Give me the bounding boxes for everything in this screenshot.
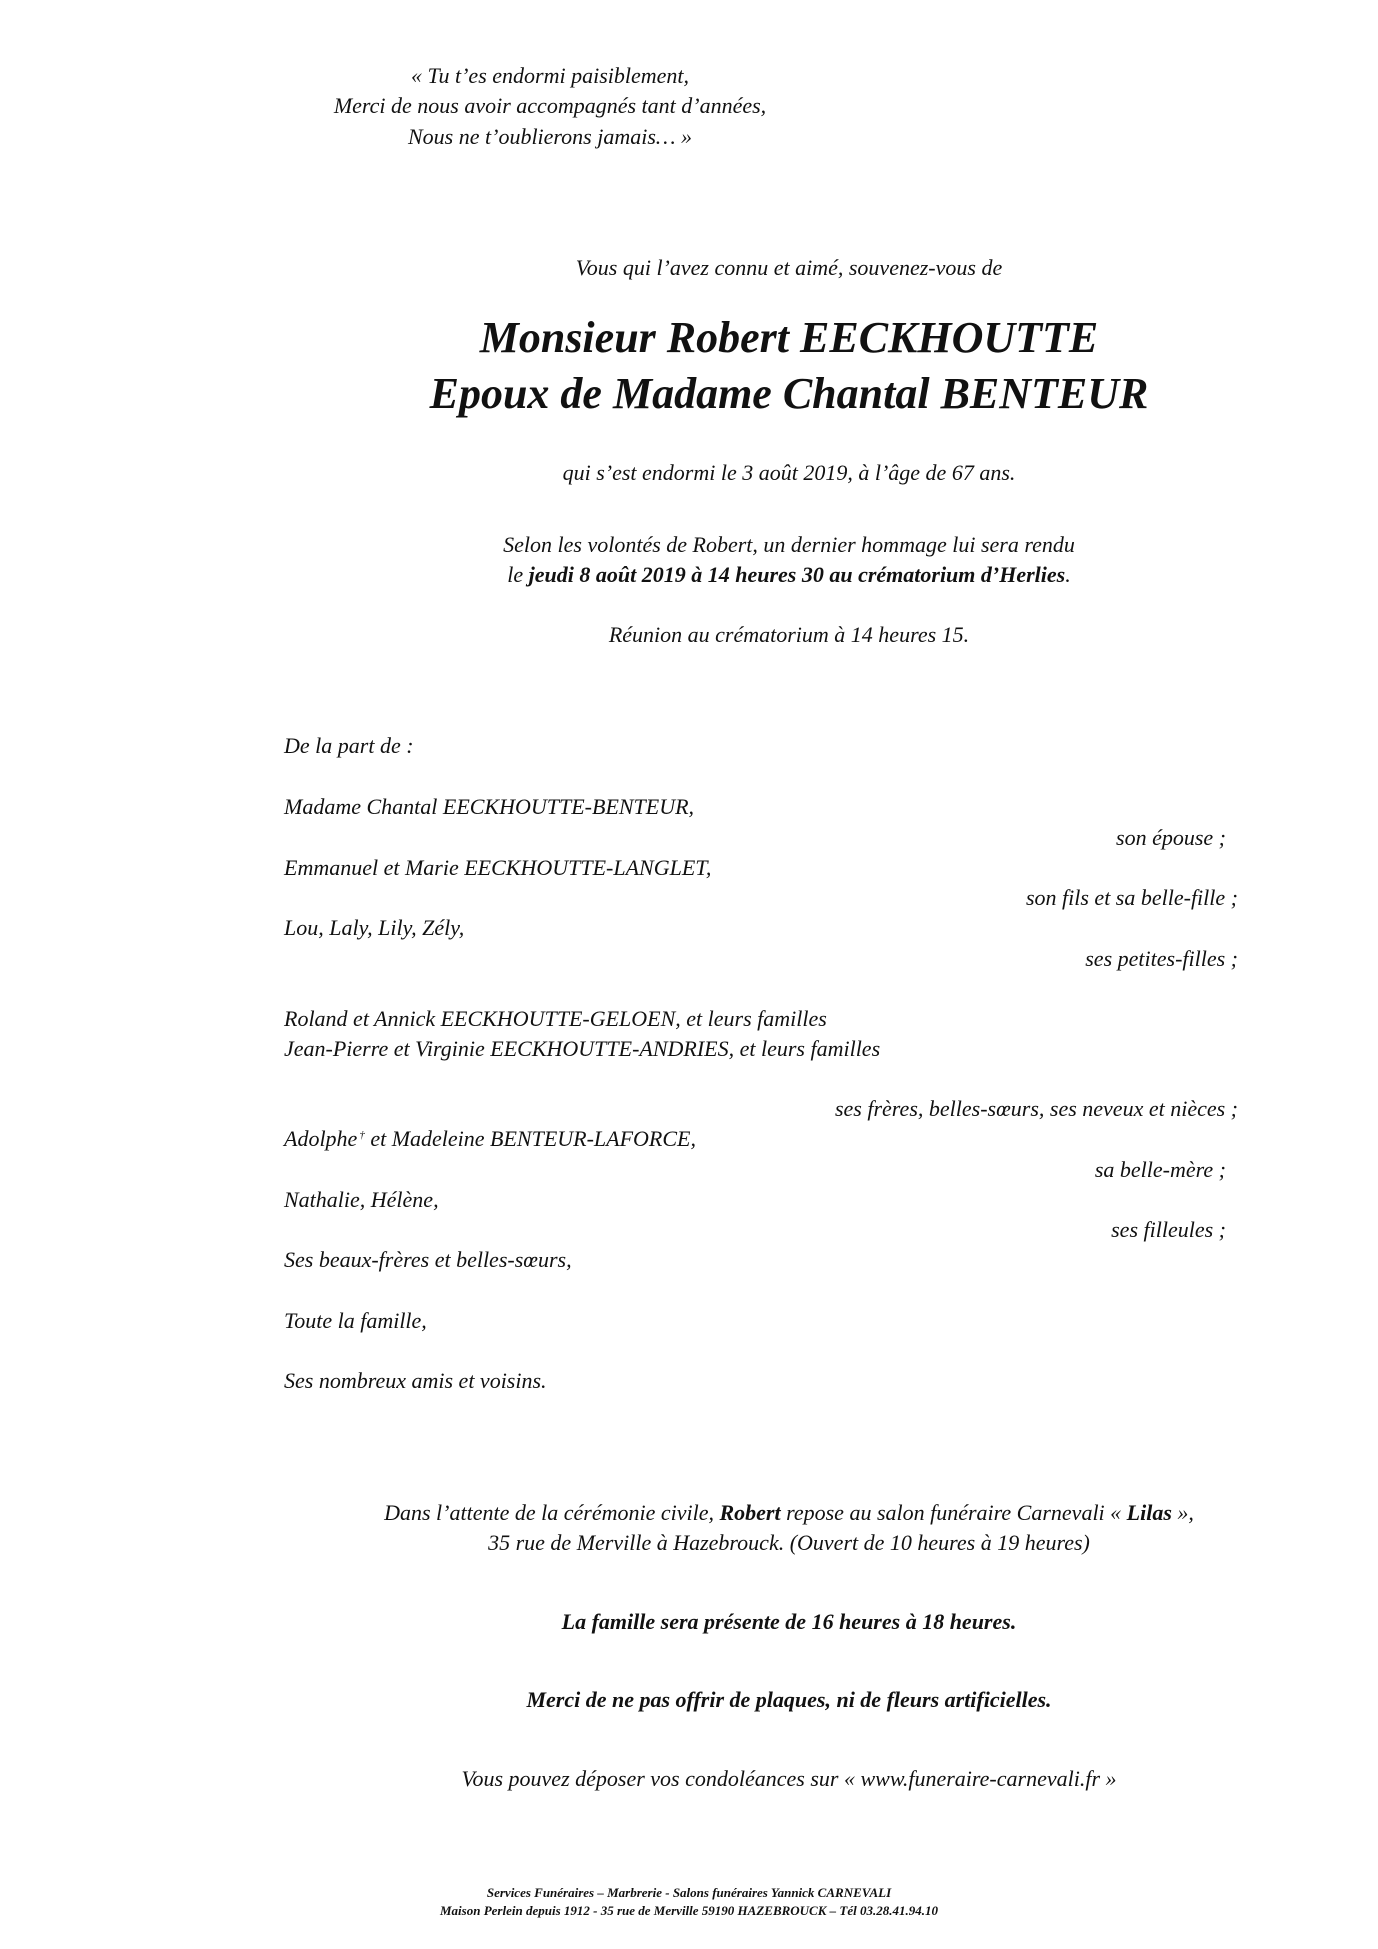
deceased-mark: †: [359, 1128, 365, 1141]
deceased-name: Monsieur Robert EECKHOUTTE: [479, 313, 1099, 362]
footer-line-2: Maison Perlein depuis 1912 - 35 rue de Merville 59190 HAZEBROUCK – Tél 03.28.41.94.10: [440, 1903, 938, 1918]
intro-text: Vous qui l’avez connu et aimé, souvenez-vous de: [575, 255, 1003, 280]
family-amis: Ses nombreux amis et voisins.: [284, 1368, 547, 1393]
relation-fils: son fils et sa belle-fille ;: [1025, 885, 1238, 910]
condoleances-text: Vous pouvez déposer vos condoléances sur « www.funeraire-carnevali.fr »: [461, 1766, 1117, 1791]
attente-mid: repose au salon funéraire Carnevali «: [780, 1500, 1127, 1525]
footer-line-1: Services Funéraires – Marbrerie - Salons funéraires Yannick CARNEVALI: [486, 1885, 892, 1900]
family-emmanuel: Emmanuel et Marie EECKHOUTTE-LANGLET,: [284, 855, 712, 880]
de-la-part-heading: De la part de :: [284, 733, 414, 758]
relation-filleules: ses filleules ;: [1111, 1217, 1226, 1242]
family-toute: Toute la famille,: [284, 1308, 427, 1333]
family-jeanpierre: Jean-Pierre et Virginie EECKHOUTTE-ANDRIES, et leurs familles: [284, 1036, 881, 1061]
family-chantal: Madame Chantal EECKHOUTTE-BENTEUR,: [284, 794, 695, 819]
merci-text: [239, 1687, 1339, 1713]
family-beaux: Ses beaux-frères et belles-sœurs,: [284, 1247, 572, 1272]
poem-line-3: Nous ne t’oublierons jamais… »: [408, 124, 692, 149]
deceased-info: qui s’est endormi le 3 août 2019, à l’âge de 67 ans.: [562, 460, 1016, 485]
attente-post: »,: [1171, 1500, 1194, 1525]
presence-bold: La famille sera présente de 16 heures à 18 heures.: [561, 1609, 1017, 1634]
relation-petites-filles: ses petites-filles ;: [1085, 946, 1238, 971]
attente-lilas: Lilas: [1126, 1500, 1172, 1525]
attente-line-2: 35 rue de Merville à Hazebrouck. (Ouvert de 10 heures à 19 heures): [488, 1530, 1090, 1555]
family-adolphe: [284, 1126, 696, 1152]
reunion-text: Réunion au crématorium à 14 heures 15.: [608, 622, 970, 647]
hommage-pre: le: [507, 562, 529, 587]
family-roland: Roland et Annick EECKHOUTTE-GELOEN, et leurs familles: [284, 1006, 827, 1031]
spouse-line: Epoux de Madame Chantal BENTEUR: [429, 369, 1149, 418]
relation-belle-mere: sa belle-mère ;: [1094, 1157, 1226, 1182]
hommage-post: .: [1065, 562, 1071, 587]
attente-robert: Robert: [719, 1500, 781, 1525]
hommage-line-1: Selon les volontés de Robert, un dernier hommage lui sera rendu: [503, 532, 1075, 557]
merci-bold: Merci de ne pas offrir de plaques, ni de fleurs artificielles.: [526, 1687, 1052, 1712]
hommage-date-place: jeudi 8 août 2019 à 14 heures 30 au crématorium d’Herlies: [528, 562, 1066, 587]
madeleine-name: et Madeleine BENTEUR-LAFORCE,: [364, 1126, 696, 1151]
relation-freres: ses frères, belles-sœurs, ses neveux et nièces ;: [834, 1096, 1238, 1121]
poem-line-1: « Tu t’es endormi paisiblement,: [410, 63, 690, 88]
relation-epouse: son épouse ;: [1116, 825, 1226, 850]
family-lou: Lou, Laly, Lily, Zély,: [284, 915, 465, 940]
adolphe-name: Adolphe: [284, 1126, 358, 1151]
hommage-line-2: [389, 562, 1189, 588]
poem-line-2: Merci de nous avoir accompagnés tant d’années,: [333, 93, 767, 118]
presence-text: [239, 1609, 1339, 1635]
attente-pre: Dans l’attente de la cérémonie civile,: [384, 1500, 720, 1525]
attente-line-1: [239, 1500, 1339, 1526]
family-nathalie: Nathalie, Hélène,: [284, 1187, 439, 1212]
